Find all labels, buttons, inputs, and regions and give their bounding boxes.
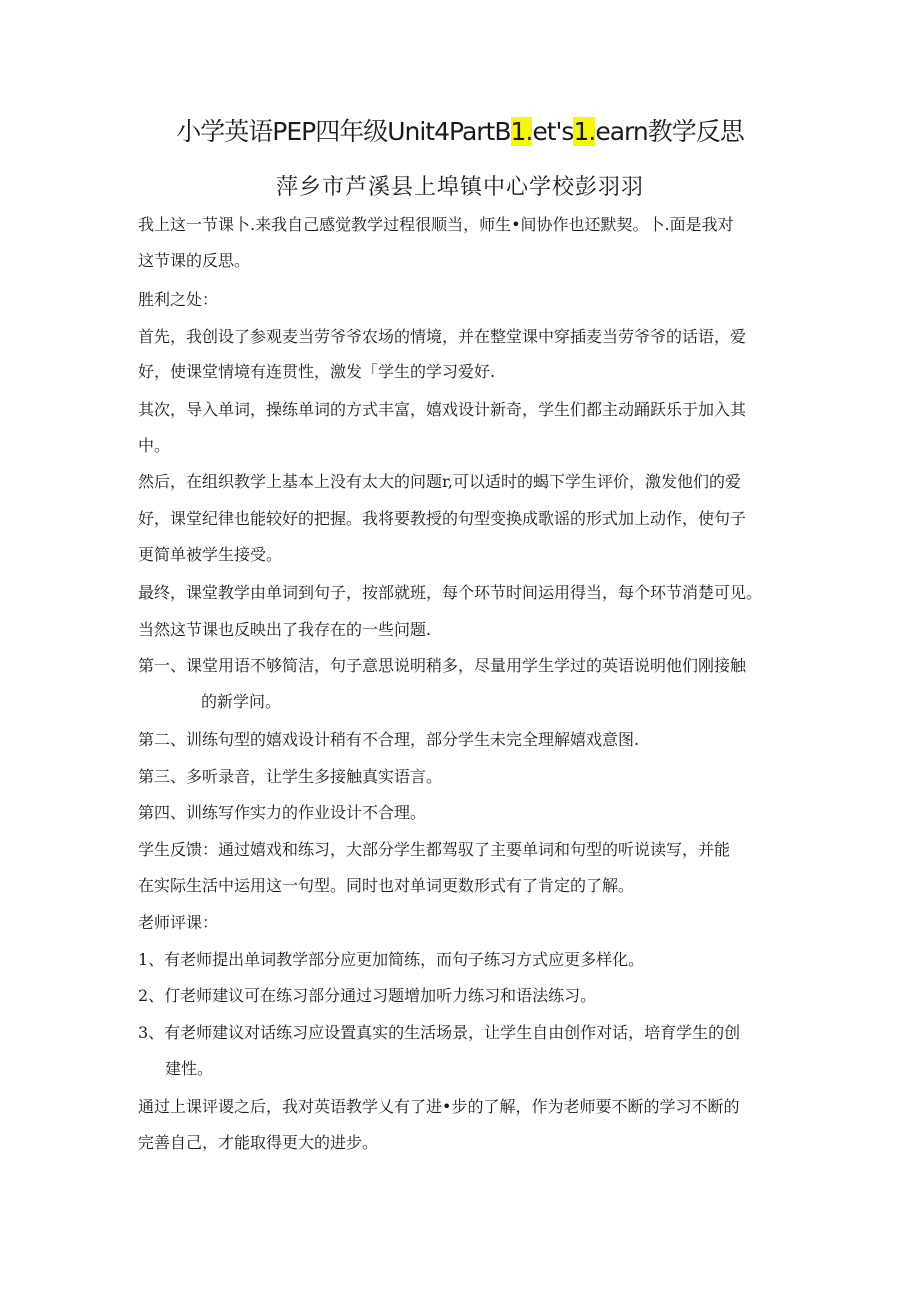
list-item: 第四、训练写作实力的作业设计不合理。 xyxy=(138,803,427,822)
title-highlight-1: 1. xyxy=(510,117,533,146)
list-item-continuation: 的新学问。 xyxy=(201,692,282,711)
section-heading: 老师评课： xyxy=(138,913,219,932)
list-item: 3、有老师建议对话练习应设置真实的生活场景，让学生自由创作对话，培育学生的创 xyxy=(138,1023,741,1042)
list-item: 1、有老师提出单词教学部分应更加简练，而句子练习方式应更多样化。 xyxy=(138,950,645,969)
text-line: 在实际生活中运用这一句型。同时也对单词更数形式有了肯定的了解。 xyxy=(138,876,635,895)
text-line: 这节课的反思。 xyxy=(138,251,251,270)
title-part-1: 小学英语PEP四年级Unit4PartB xyxy=(176,117,511,146)
list-item: 第三、多听录音，让学生多接触真实语言。 xyxy=(138,767,443,786)
text-line: 通过上课评谡之后，我对英语教学乂有了进•步的了解，作为老师要不断的学习不断的 xyxy=(138,1097,740,1116)
title-part-3: earn教学反思 xyxy=(595,117,744,146)
text-line: 好，课堂纪律也能较好的把握。我将要教授的句型变换成歌谣的形式加上动作，使句子 xyxy=(138,509,747,528)
title-part-2: et's xyxy=(532,117,574,146)
list-item: 第一、课堂用语不够简洁，句子意思说明稍多，尽量用学生学过的英语说明他们刚接触 xyxy=(138,656,747,675)
text-line: 学生反馈：通过嬉戏和练习，大部分学生都驾驭了主要单词和句型的听说读写，并能 xyxy=(138,840,731,859)
text-line: 我上这一节课卜.来我自己感觉教学过程很顺当，师生•间协作也还默契。卜.面是我对 xyxy=(138,215,734,234)
section-heading: 胜利之处： xyxy=(138,290,219,309)
list-item: 第二、训练句型的嬉戏设计稍有不合理，部分学生未完全理解嬉戏意图. xyxy=(138,730,640,749)
text-line: 当然这节课也反映出了我存在的一些问题. xyxy=(138,620,432,639)
list-item-continuation: 建性。 xyxy=(165,1059,214,1078)
text-line: 更简单被学生接受。 xyxy=(138,545,283,564)
text-line: 然后，在组织教学上基本上没有太大的问题r,可以适时的蝎下学生评价，激发他们的爱 xyxy=(138,472,741,491)
text-line: 最终，课堂教学由单词到句子，按部就班，每个环节时间运用得当，每个环节消楚可见。 xyxy=(138,583,763,602)
title-highlight-2: 1. xyxy=(573,117,596,146)
document-title xyxy=(0,112,920,148)
author-line: 萍乡市芦溪县上埠镇中心学校彭羽羽 xyxy=(275,175,644,200)
text-line: 中。 xyxy=(138,436,171,455)
text-line: 好，使课堂情境有连贯性，激发「学生的学习爱好. xyxy=(138,362,496,381)
text-line: 首先，我创设了参观麦当劳爷爷农场的情境，并在整堂课中穿插麦当劳爷爷的话语，爱 xyxy=(138,327,747,346)
text-line: 其次，导入单词，操练单词的方式丰富，嬉戏设计新奇，学生们都主动踊跃乐于加入其 xyxy=(138,400,747,419)
text-line: 完善自己，才能取得更大的进步。 xyxy=(138,1133,379,1152)
list-item: 2、仃老师建议可在练习部分通过习题增加听力练习和语法练习。 xyxy=(138,986,597,1005)
